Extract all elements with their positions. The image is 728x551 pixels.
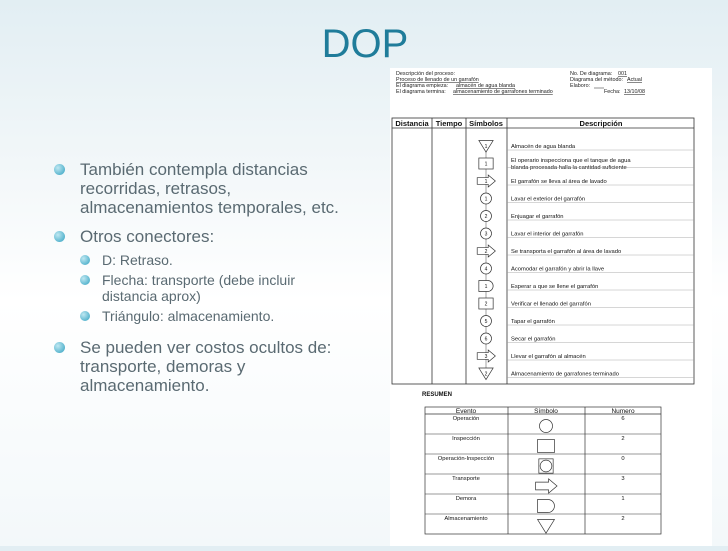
bullet-text: Se pueden ver costos ocultos de: transporte, demoras y almacenamiento.: [80, 338, 332, 395]
step-number: 1: [484, 196, 488, 203]
no-diagrama-value: 001: [618, 71, 627, 77]
empieza-label: El diagrama empieza:: [396, 83, 449, 89]
step-number: 5: [484, 319, 488, 325]
step-description: Lavar el exterior del garrafón: [511, 196, 586, 203]
step-number: 2: [484, 371, 488, 378]
resumen-col-simbolo: Símbolo: [534, 408, 558, 415]
step-description: Enjuagar el garrafón: [511, 214, 564, 220]
resumen-title: RESUMEN: [422, 392, 453, 398]
step-description: El operario inspecciona que el tanque de agua: [511, 158, 631, 164]
step-number: 1: [484, 144, 488, 150]
resumen-numero: 2: [621, 436, 625, 442]
step-description: blanda procesada halla la cantidad suficiente: [511, 165, 627, 171]
resumen-circle-icon: [540, 420, 553, 433]
step-number: 2: [484, 249, 488, 255]
termina-label: El diagrama termina:: [396, 89, 446, 95]
resumen-evento: Operación: [452, 416, 480, 422]
proceso-value: Proceso de llenado de un garrafón: [396, 77, 479, 83]
bullet-item: [54, 160, 344, 217]
process-steps: [477, 141, 694, 380]
step-number: 6: [484, 336, 488, 343]
resumen-evento: Inspección: [452, 436, 480, 442]
subbullet-text: D: Retraso.: [102, 252, 173, 268]
bullet-dot-icon: [80, 255, 90, 265]
bullet-dot-icon: [54, 164, 65, 175]
bullet-text: Otros conectores:: [80, 227, 215, 246]
fecha-value: 13/10/08: [624, 89, 645, 95]
bullet-item: [54, 338, 344, 395]
bullet-item: [54, 227, 344, 246]
dop-document-image: [390, 68, 712, 546]
step-number: 1: [484, 179, 488, 185]
bullet-dot-icon: [54, 342, 65, 353]
metodo-value: Actual: [627, 77, 642, 83]
step-number: 3: [484, 231, 488, 238]
subbullet-item: [54, 308, 344, 324]
step-description: Almacén de agua blanda: [511, 144, 576, 150]
step-description: Llevar el garrafón al almacén: [511, 354, 586, 360]
metodo-label: Diagrama del método:: [570, 77, 624, 83]
elaboro-label: Elaboro:: [570, 83, 591, 89]
step-number: 2: [484, 214, 488, 220]
resumen-numero: 3: [621, 476, 625, 482]
resumen-numero: 0: [621, 456, 625, 462]
subbullet-item: [54, 272, 344, 304]
step-description: Verificar el llenado del garrafón: [511, 301, 591, 308]
bullet-list: [54, 160, 344, 405]
subbullet-item: [54, 252, 344, 268]
fecha-label: Fecha:: [604, 89, 621, 95]
resumen-col-numero: Numero: [611, 408, 635, 415]
step-description: Se transporta el garrafón al área de lavado: [511, 249, 622, 255]
resumen-delay-icon: [538, 500, 555, 513]
step-number: 3: [484, 354, 488, 360]
step-number: 1: [484, 284, 488, 290]
dop-document-svg: [390, 68, 712, 546]
resumen-rows: [425, 416, 661, 533]
col-descripcion: Descripción: [579, 119, 623, 128]
step-description: El garrafón se lleva al área de lavado: [511, 179, 607, 185]
termina-value: almacenamiento de garrafones terminado: [453, 89, 553, 95]
resumen-evento: Transporte: [452, 476, 480, 482]
no-diagrama-label: No. De diagrama:: [570, 71, 613, 77]
resumen-numero: 6: [621, 416, 625, 422]
resumen-square-icon: [538, 440, 555, 453]
resumen-combined-icon: [540, 460, 552, 472]
resumen-col-evento: Evento: [455, 408, 477, 415]
empieza-value: almacén de agua blanda: [456, 83, 516, 89]
step-description: Acomodar el garrafón y abrir la llave: [511, 266, 605, 273]
col-distancia: Distancia: [395, 119, 429, 128]
step-number: 2: [484, 301, 488, 308]
subbullet-text: Triángulo: almacenamiento.: [102, 308, 275, 324]
subbullet-text: Flecha: transporte (debe incluir distancia aprox): [102, 272, 295, 304]
resumen-arrow-icon: [536, 479, 557, 493]
step-description: Lavar el interior del garrafón: [511, 231, 584, 238]
col-simbolos: Símbolos: [469, 119, 503, 128]
resumen-triangle-icon: [538, 520, 555, 534]
resumen-evento: Operación-Inspección: [437, 456, 495, 462]
step-description: Tapar el garrafón: [511, 319, 555, 325]
proceso-label: Descripción del proceso:: [396, 71, 456, 77]
bullet-dot-icon: [80, 311, 90, 321]
bullet-dot-icon: [54, 231, 65, 242]
bullet-dot-icon: [80, 275, 90, 285]
resumen-evento: Demora: [455, 496, 477, 502]
resumen-numero: 1: [621, 496, 625, 502]
step-description: Secar el garrafón: [511, 336, 556, 343]
bullet-text: También contempla distancias recorridas, retrasos, almacenamientos temporales, etc.: [80, 160, 339, 217]
resumen-numero: 2: [621, 516, 625, 522]
resumen-evento: Almacenamiento: [444, 516, 488, 522]
step-number: 4: [484, 266, 488, 273]
slide-title: DOP: [321, 22, 409, 66]
col-tiempo: Tiempo: [435, 119, 463, 128]
step-number: 1: [484, 161, 488, 168]
step-description: Almacenamiento de garrafones terminado: [511, 371, 619, 378]
step-description: Esperar a que se llene el garrafón: [511, 284, 599, 290]
